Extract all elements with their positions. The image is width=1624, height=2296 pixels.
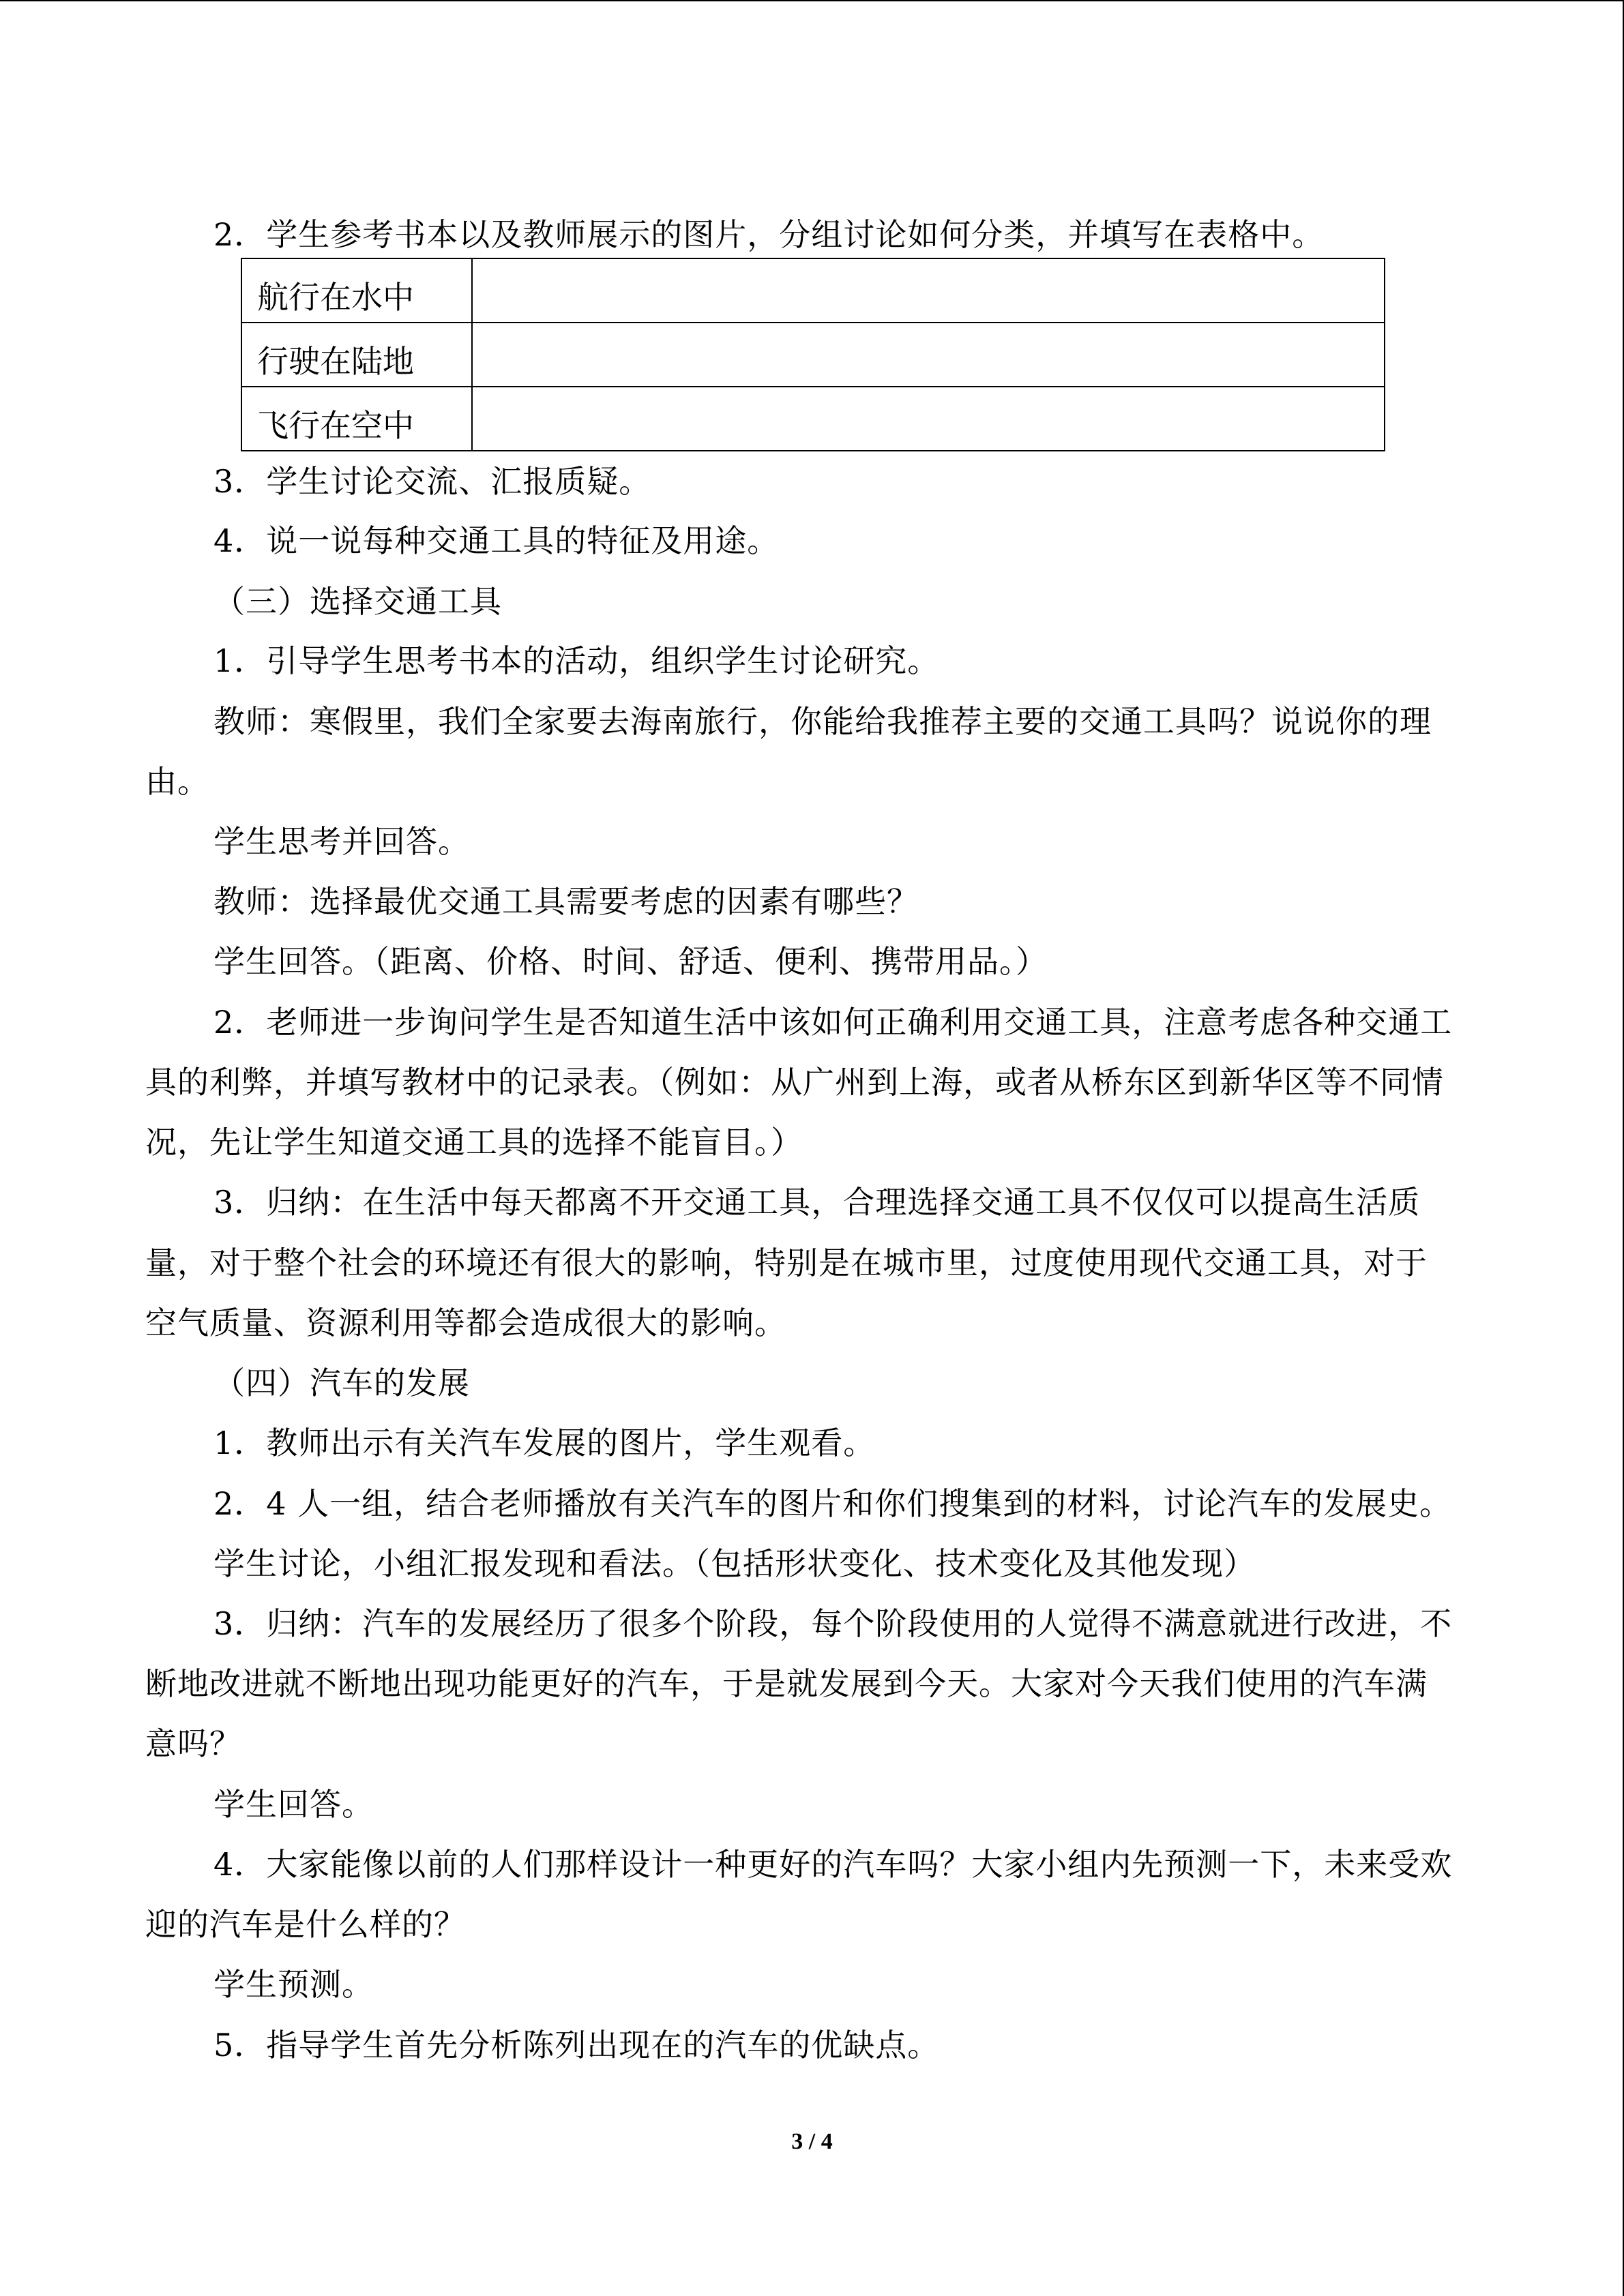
- paragraph-line: 迎的汽车是什么样的？: [145, 1906, 466, 1943]
- paragraph-line: 2．老师进一步询问学生是否知道生活中该如何正确利用交通工具，注意考虑各种交通工: [213, 1004, 1453, 1041]
- paragraph-line: 由。: [145, 763, 209, 800]
- section-heading: （四）汽车的发展: [213, 1365, 470, 1401]
- table-row: [241, 387, 1385, 451]
- table-row-value: [472, 323, 1385, 387]
- paragraph-line: 2．学生参考书本以及教师展示的图片，分组讨论如何分类，并填写在表格中。: [213, 216, 1325, 253]
- page-number: 3 / 4: [791, 2129, 833, 2154]
- table-row-label: 飞行在空中: [241, 387, 472, 451]
- paragraph-line: 意吗？: [145, 1725, 241, 1762]
- paragraph-line: 学生思考并回答。: [213, 823, 470, 860]
- paragraph-line: 3．归纳：在生活中每天都离不开交通工具，合理选择交通工具不仅仅可以提高生活质: [213, 1184, 1421, 1221]
- paragraph-line: 断地改进就不断地出现功能更好的汽车，于是就发展到今天。大家对今天我们使用的汽车满: [145, 1665, 1428, 1702]
- paragraph-line: 1．引导学生思考书本的活动，组织学生讨论研究。: [213, 642, 940, 679]
- paragraph-line: 学生预测。: [213, 1966, 374, 2003]
- paragraph-line: 5．指导学生首先分析陈列出现在的汽车的优缺点。: [213, 2027, 940, 2063]
- paragraph-line: 教师：选择最优交通工具需要考虑的因素有哪些？: [213, 883, 919, 920]
- section-heading: （三）选择交通工具: [213, 583, 502, 620]
- paragraph-line: 空气质量、资源利用等都会造成很大的影响。: [145, 1304, 786, 1341]
- classification-table: [241, 258, 1385, 451]
- table-row: [241, 323, 1385, 387]
- table-row-label: 航行在水中: [241, 258, 472, 323]
- paragraph-line: 况，先让学生知道交通工具的选择不能盲目。）: [145, 1124, 803, 1161]
- paragraph-line: 学生讨论，小组汇报发现和看法。（包括形状变化、技术变化及其他发现）: [213, 1545, 1256, 1582]
- paragraph-line: 具的利弊，并填写教材中的记录表。（例如：从广州到上海，或者从桥东区到新华区等不同情: [145, 1064, 1444, 1101]
- paragraph-line: 2．4 人一组，结合老师播放有关汽车的图片和你们搜集到的材料，讨论汽车的发展史。: [213, 1485, 1452, 1522]
- table-row-label: 行驶在陆地: [241, 323, 472, 387]
- paragraph-line: 教师：寒假里，我们全家要去海南旅行，你能给我推荐主要的交通工具吗？说说你的理: [213, 703, 1432, 740]
- paragraph-line: 学生回答。（距离、价格、时间、舒适、便利、携带用品。）: [213, 943, 1048, 980]
- paragraph-line: 3．学生讨论交流、汇报质疑。: [213, 463, 651, 500]
- paragraph-line: 1．教师出示有关汽车发展的图片，学生观看。: [213, 1425, 876, 1461]
- paragraph-line: 4．大家能像以前的人们那样设计一种更好的汽车吗？大家小组内先预测一下，未来受欢: [213, 1846, 1453, 1883]
- table-row-value: [472, 258, 1385, 323]
- paragraph-line: 4．说一说每种交通工具的特征及用途。: [213, 522, 780, 559]
- page-top-border: [0, 0, 1624, 1]
- paragraph-line: 量，对于整个社会的环境还有很大的影响，特别是在城市里，过度使用现代交通工具，对于: [145, 1244, 1428, 1281]
- table-row: [241, 258, 1385, 323]
- paragraph-line: 3．归纳：汽车的发展经历了很多个阶段，每个阶段使用的人觉得不满意就进行改进，不: [213, 1605, 1453, 1642]
- table-row-value: [472, 387, 1385, 451]
- paragraph-line: 学生回答。: [213, 1786, 374, 1823]
